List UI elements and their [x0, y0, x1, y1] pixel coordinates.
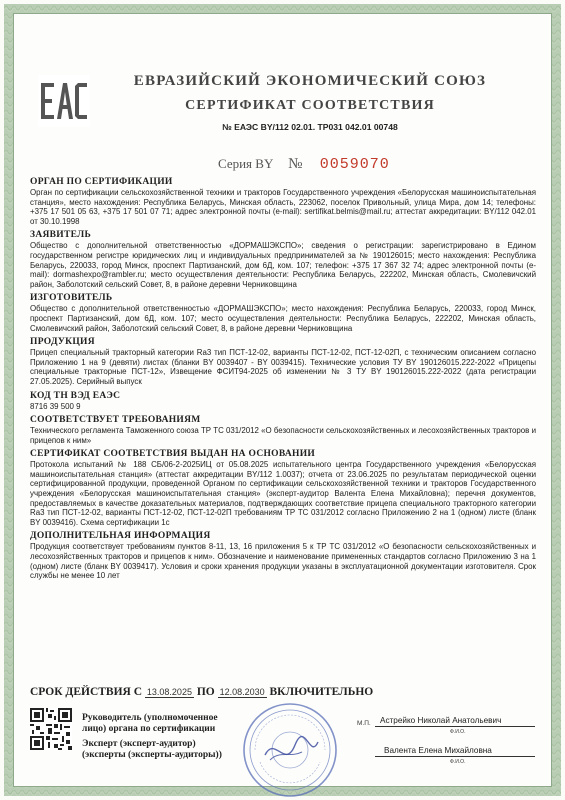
section-text: 8716 39 500 9 — [30, 401, 81, 411]
certificate-body — [30, 177, 536, 585]
expert-fio-label: Ф.И.О. — [450, 759, 466, 765]
expert-role-line2: (эксперты (эксперты-аудиторы)) — [82, 749, 222, 760]
section-title: КОД ТН ВЭД ЕАЭС — [30, 390, 121, 401]
validity-middle: ПО — [196, 686, 215, 698]
section-conforms-to — [30, 415, 536, 445]
serial-number: 0059070 — [319, 156, 390, 173]
section-additional-info — [30, 531, 536, 580]
head-role-line2: лицо) органа по сертификации — [82, 723, 216, 734]
serial-no-sign: № — [288, 156, 303, 172]
section-title: ИЗГОТОВИТЕЛЬ — [30, 293, 113, 304]
seal-place-label: М.П. — [357, 720, 371, 727]
expert-role — [82, 739, 222, 760]
section-certification-body — [30, 177, 536, 226]
section-title: ОРГАН ПО СЕРТИФИКАЦИИ — [30, 177, 173, 187]
section-text: Продукция соответствует требованиям пунктов 8-11, 13, 16 приложения 5 к ТР ТС 031/2012 «О безопасности сельскохозяйственных и лесохозяйственных тракторов и прицепов к ним». Обозначение и наименование примененных стандартов согласно Приложению 3 на 1 (одном) листе (бланк BY 0039417). Условия и сроки хранения продукции указаны в эксплуатационной документации изготовителя. Срок службы не менее 10 лет — [30, 542, 536, 581]
section-text: Технического регламента Таможенного союза ТР ТС 031/2012 «О безопасности сельскохозяйственных и лесохозяйственных тракторов и прицепов к ним» — [30, 426, 536, 445]
section-text: Общество с дополнительной ответственностью «ДОРМАШЭКСПО»; место нахождения: Республика Беларусь, 220033, город Минск, проспект Партизанский, дом 6Д, ком. 107; место осуществления деятельности: Республика Беларусь, 222202, Минская область, Смолевичский район, Заболотский сельский Совет, 8, в районе деревни Черниковщина — [30, 304, 536, 333]
section-title: СООТВЕТСТВУЕТ ТРЕБОВАНИЯМ — [30, 415, 201, 426]
union-title: ЕВРАЗИЙСКИЙ ЭКОНОМИЧЕСКИЙ СОЮЗ — [133, 73, 487, 89]
section-title: ПРОДУКЦИЯ — [30, 337, 95, 348]
section-text: Общество с дополнительной ответственностью «ДОРМАШЭКСПО»; сведения о регистрации: зарегистрировано в Едином государственном регистре юридических лиц и индивидуальных предпринимателей за № 190126015; место нахождения: Республика Беларусь, 220033, город Минск, проспект Партизанский, дом 6Д, ком. 107; телефон: +375 17 367 32 74; адрес электронной почты (e-mail): dormashexpo@rambler.ru; место осуществления деятельности: Республика Беларусь, 222202, Минская область, Смолевичский район, Заболотский сельский Совет, 8, в районе деревни Черниковщина — [30, 241, 536, 289]
validity-date-to: 12.08.2030 — [219, 687, 265, 697]
section-hs-code — [30, 391, 536, 412]
expert-role-line1: Эксперт (эксперт-аудитор) — [82, 739, 196, 749]
document-title: СЕРТИФИКАТ СООТВЕТСТВИЯ — [185, 98, 435, 113]
official-seal-stamp — [240, 700, 340, 800]
certificate-number: № ЕАЭС BY/112 02.01. ТР031 042.01 00748 — [222, 122, 398, 132]
head-role — [82, 713, 218, 734]
head-fio-label: Ф.И.О. — [450, 729, 466, 735]
section-issued-basis — [30, 449, 536, 527]
head-signature-line — [375, 726, 535, 727]
qr-code-icon — [30, 708, 72, 750]
validity-suffix: ВКЛЮЧИТЕЛЬНО — [269, 686, 374, 698]
serial-number-line — [218, 156, 390, 173]
section-title: СЕРТИФИКАТ СООТВЕТСТВИЯ ВЫДАН НА ОСНОВАНИИ — [30, 449, 316, 460]
section-title: ДОПОЛНИТЕЛЬНАЯ ИНФОРМАЦИЯ — [30, 531, 211, 542]
serial-label: Серия BY — [218, 156, 273, 171]
head-name: Астрейко Николай Анатольевич — [380, 716, 502, 725]
section-text: Прицеп специальный тракторный категории Ra3 тип ПСТ-12-02, варианты ПСТ-12-02, ПСТ-12-02П, с техническим описанием согласно Приложению 1 на 9 (девяти) листах (бланки BY 0039407 - BY 0039415). Технические условия ТУ BY 190126015.222-2022 «Прицепы специальные тракторные ПСТ-12», Извещение ФСИТ94-2025 об изменении № 3 ТУ BY 190126015.222-2022 (дата регистрации 27.05.2025). Серийный выпуск — [30, 348, 536, 386]
expert-signature-line — [375, 756, 535, 757]
validity-period — [30, 686, 536, 698]
section-product — [30, 337, 536, 386]
section-text: Орган по сертификации сельскохозяйственной техники и тракторов Государственного учреждения «Белорусская машиноиспытательная станция», место нахождения: Республика Беларусь, Минская область, 223062, поселок Привольный, улица Мира, дом 14; телефоны: +375 17 501 05 63, +375 17 501 07 71; адрес электронной почты (e-mail): sertifikat.belmis@mail.ru; аттестат аккредитации: BY/112 042.01 от 30.10.1998 — [30, 188, 536, 226]
section-title: ЗАЯВИТЕЛЬ — [30, 230, 92, 241]
validity-date-from: 13.08.2025 — [146, 687, 192, 697]
section-applicant — [30, 230, 536, 289]
eac-logo-icon — [38, 75, 90, 127]
validity-prefix: СРОК ДЕЙСТВИЯ С — [30, 686, 143, 698]
section-manufacturer — [30, 293, 536, 333]
section-text: Протокола испытаний № 188 СБ/06-2-2025ИЦ от 05.08.2025 испытательного центра Государственного учреждения «Белорусская машиноиспытательная станция» (аттестат аккредитации BY/112 1.0037); отчета от 23.06.2025 по результатам периодической оценки сертифицированной продукции, проведенной Органом по сертификации сельскохозяйственной техники и тракторов Государственного учреждения «Белорусская машиноиспытательная станция» (эксперт-аудитор Валента Елена Михайловна); перечня документов, предоставляемых в качестве доказательных материалов, подтверждающих соответствие прицепа специального тракторного категории Ra3 тип ПСТ-12-02, варианты ПСТ-12-02, ПСТ-12-02П требованиям ТР ТС 031/2012 согласно Приложению 2 на 1 (одном) листе (бланк BY 0039416). Схема сертификации 1с — [30, 460, 536, 527]
head-role-line1: Руководитель (уполномоченное — [82, 713, 218, 723]
expert-name: Валента Елена Михайловна — [384, 746, 492, 755]
